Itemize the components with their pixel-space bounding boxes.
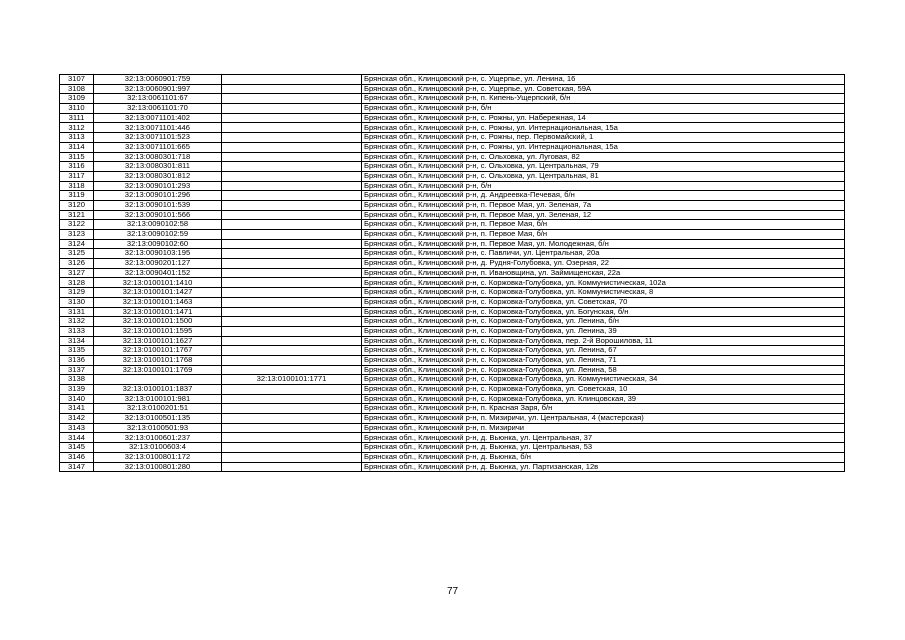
cadastral-number-cell: 32:13:0090101:293 bbox=[94, 181, 222, 191]
table-row bbox=[60, 94, 845, 104]
row-number-cell: 3107 bbox=[60, 75, 94, 85]
row-number-cell: 3131 bbox=[60, 307, 94, 317]
cadastral-number-cell: 32:13:0100801:280 bbox=[94, 462, 222, 472]
cadastral-number-cell: 32:13:0090101:539 bbox=[94, 200, 222, 210]
cadastral-number-alt-cell bbox=[222, 394, 362, 404]
table-row bbox=[60, 162, 845, 172]
cadastral-number-alt-cell bbox=[222, 75, 362, 85]
address-cell: Брянская обл., Клинцовский р-н, д. Рудня-Голубовка, ул. Озерная, 22 bbox=[362, 259, 845, 269]
address-cell: Брянская обл., Клинцовский р-н, с. Коржовка-Голубовка, ул. Коммунистическая, 8 bbox=[362, 288, 845, 298]
address-cell: Брянская обл., Клинцовский р-н, п. Мизиричи, ул. Центральная, 4 (мастерская) bbox=[362, 414, 845, 424]
table-row bbox=[60, 142, 845, 152]
address-cell: Брянская обл., Клинцовский р-н, д. Вьюнка, ул. Партизанская, 12в bbox=[362, 462, 845, 472]
cadastral-number-alt-cell bbox=[222, 297, 362, 307]
address-cell: Брянская обл., Клинцовский р-н, п. Первое Мая, ул. Зеленая, 7а bbox=[362, 200, 845, 210]
table-row bbox=[60, 404, 845, 414]
cadastral-number-cell: 32:13:0100101:1500 bbox=[94, 317, 222, 327]
cadastral-number-alt-cell bbox=[222, 355, 362, 365]
table-row bbox=[60, 452, 845, 462]
row-number-cell: 3109 bbox=[60, 94, 94, 104]
table-row bbox=[60, 191, 845, 201]
cadastral-number-alt-cell bbox=[222, 433, 362, 443]
row-number-cell: 3117 bbox=[60, 171, 94, 181]
cadastral-number-cell: 32:13:0100603:4 bbox=[94, 443, 222, 453]
page-number: 77 bbox=[446, 586, 459, 597]
cadastral-number-cell: 32:13:0100101:1427 bbox=[94, 288, 222, 298]
cadastral-number-cell: 32:13:0080301:811 bbox=[94, 162, 222, 172]
table-row bbox=[60, 375, 845, 385]
cadastral-number-cell: 32:13:0090102:60 bbox=[94, 239, 222, 249]
row-number-cell: 3142 bbox=[60, 414, 94, 424]
row-number-cell: 3127 bbox=[60, 268, 94, 278]
address-cell: Брянская обл., Клинцовский р-н, с. Коржовка-Голубовка, ул. Ленина, 67 bbox=[362, 346, 845, 356]
address-cell: Брянская обл., Клинцовский р-н, с. Коржовка-Голубовка, ул. Ленина, 58 bbox=[362, 365, 845, 375]
row-number-cell: 3129 bbox=[60, 288, 94, 298]
address-cell: Брянская обл., Клинцовский р-н, п. Первое Мая, ул. Зеленая, 12 bbox=[362, 210, 845, 220]
table-row bbox=[60, 336, 845, 346]
cadastral-number-cell: 32:13:0100101:1769 bbox=[94, 365, 222, 375]
cadastral-number-alt-cell bbox=[222, 191, 362, 201]
table-row bbox=[60, 414, 845, 424]
cadastral-number-alt-cell bbox=[222, 200, 362, 210]
table-row bbox=[60, 326, 845, 336]
table-row bbox=[60, 104, 845, 114]
table-row bbox=[60, 385, 845, 395]
row-number-cell: 3120 bbox=[60, 200, 94, 210]
row-number-cell: 3136 bbox=[60, 355, 94, 365]
cadastral-number-alt-cell bbox=[222, 171, 362, 181]
table-row bbox=[60, 317, 845, 327]
table-row bbox=[60, 113, 845, 123]
row-number-cell: 3115 bbox=[60, 152, 94, 162]
cadastral-number-alt-cell bbox=[222, 133, 362, 143]
cadastral-number-cell: 32:13:0090102:58 bbox=[94, 220, 222, 230]
row-number-cell: 3147 bbox=[60, 462, 94, 472]
table-row bbox=[60, 259, 845, 269]
address-cell: Брянская обл., Клинцовский р-н, с. Коржовка-Голубовка, ул. Ленина, 39 bbox=[362, 326, 845, 336]
row-number-cell: 3116 bbox=[60, 162, 94, 172]
cadastral-number-alt-cell bbox=[222, 365, 362, 375]
cadastral-number-cell: 32:13:0100101:981 bbox=[94, 394, 222, 404]
row-number-cell: 3144 bbox=[60, 433, 94, 443]
address-cell: Брянская обл., Клинцовский р-н, с. Ольховка, ул. Центральная, 81 bbox=[362, 171, 845, 181]
row-number-cell: 3126 bbox=[60, 259, 94, 269]
row-number-cell: 3108 bbox=[60, 84, 94, 94]
cadastral-number-cell: 32:13:0100101:1595 bbox=[94, 326, 222, 336]
row-number-cell: 3113 bbox=[60, 133, 94, 143]
address-cell: Брянская обл., Клинцовский р-н, п. Мизиричи bbox=[362, 423, 845, 433]
address-cell: Брянская обл., Клинцовский р-н, с. Коржовка-Голубовка, ул. Коммунистическая, 34 bbox=[362, 375, 845, 385]
table-row bbox=[60, 133, 845, 143]
row-number-cell: 3132 bbox=[60, 317, 94, 327]
table-row bbox=[60, 210, 845, 220]
cadastral-number-alt-cell bbox=[222, 104, 362, 114]
cadastral-number-alt-cell bbox=[222, 84, 362, 94]
cadastral-number-cell: 32:13:0100101:1471 bbox=[94, 307, 222, 317]
cadastral-number-cell: 32:13:0100101:1410 bbox=[94, 278, 222, 288]
cadastral-number-alt-cell bbox=[222, 259, 362, 269]
cadastral-number-cell bbox=[94, 375, 222, 385]
cadastral-number-cell: 32:13:0071101:446 bbox=[94, 123, 222, 133]
cadastral-number-cell: 32:13:0100201:51 bbox=[94, 404, 222, 414]
cadastral-number-alt-cell bbox=[222, 230, 362, 240]
cadastral-number-cell: 32:13:0080301:718 bbox=[94, 152, 222, 162]
cadastral-number-alt-cell bbox=[222, 452, 362, 462]
address-cell: Брянская обл., Клинцовский р-н, б/н bbox=[362, 104, 845, 114]
cadastral-number-cell: 32:13:0090101:566 bbox=[94, 210, 222, 220]
address-cell: Брянская обл., Клинцовский р-н, п. Ивановщина, ул. Займищенская, 22а bbox=[362, 268, 845, 278]
table-row bbox=[60, 433, 845, 443]
address-cell: Брянская обл., Клинцовский р-н, д. Вьюнка, б/н bbox=[362, 452, 845, 462]
table-row bbox=[60, 346, 845, 356]
table-row bbox=[60, 365, 845, 375]
address-cell: Брянская обл., Клинцовский р-н, п. Первое Мая, б/н bbox=[362, 230, 845, 240]
address-cell: Брянская обл., Клинцовский р-н, с. Павличи, ул. Центральная, 20а bbox=[362, 249, 845, 259]
cadastral-number-cell: 32:13:0100501:93 bbox=[94, 423, 222, 433]
row-number-cell: 3124 bbox=[60, 239, 94, 249]
cadastral-number-cell: 32:13:0060901:997 bbox=[94, 84, 222, 94]
cadastral-number-cell: 32:13:0071101:402 bbox=[94, 113, 222, 123]
row-number-cell: 3133 bbox=[60, 326, 94, 336]
table-row bbox=[60, 355, 845, 365]
row-number-cell: 3146 bbox=[60, 452, 94, 462]
cadastral-number-alt-cell bbox=[222, 326, 362, 336]
address-cell: Брянская обл., Клинцовский р-н, с. Коржовка-Голубовка, ул. Советская, 10 bbox=[362, 385, 845, 395]
address-cell: Брянская обл., Клинцовский р-н, п. Кипень-Ущерпский, б/н bbox=[362, 94, 845, 104]
row-number-cell: 3130 bbox=[60, 297, 94, 307]
cadastral-number-alt-cell bbox=[222, 443, 362, 453]
cadastral-number-cell: 32:13:0100101:1768 bbox=[94, 355, 222, 365]
table-row bbox=[60, 220, 845, 230]
table-row bbox=[60, 307, 845, 317]
table-row bbox=[60, 288, 845, 298]
table-row bbox=[60, 278, 845, 288]
cadastral-number-alt-cell bbox=[222, 288, 362, 298]
registry-table bbox=[59, 74, 845, 472]
address-cell: Брянская обл., Клинцовский р-н, с. Рожны, ул. Интернациональная, 15а bbox=[362, 142, 845, 152]
cadastral-number-alt-cell bbox=[222, 346, 362, 356]
table-row bbox=[60, 181, 845, 191]
cadastral-number-alt-cell bbox=[222, 385, 362, 395]
table-row bbox=[60, 239, 845, 249]
cadastral-number-cell: 32:13:0100101:1463 bbox=[94, 297, 222, 307]
address-cell: Брянская обл., Клинцовский р-н, д. Вьюнка, ул. Центральная, 53 bbox=[362, 443, 845, 453]
cadastral-number-cell: 32:13:0061101:70 bbox=[94, 104, 222, 114]
table-row bbox=[60, 171, 845, 181]
row-number-cell: 3114 bbox=[60, 142, 94, 152]
address-cell: Брянская обл., Клинцовский р-н, с. Коржовка-Голубовка, ул. Ленина, 71 bbox=[362, 355, 845, 365]
table-row bbox=[60, 394, 845, 404]
cadastral-number-cell: 32:13:0090102:59 bbox=[94, 230, 222, 240]
row-number-cell: 3125 bbox=[60, 249, 94, 259]
cadastral-number-cell: 32:13:0071101:665 bbox=[94, 142, 222, 152]
table-row bbox=[60, 75, 845, 85]
table-row bbox=[60, 123, 845, 133]
cadastral-number-cell: 32:13:0100501:135 bbox=[94, 414, 222, 424]
cadastral-number-cell: 32:13:0090103:195 bbox=[94, 249, 222, 259]
address-cell: Брянская обл., Клинцовский р-н, с. Рожны, ул. Набережная, 14 bbox=[362, 113, 845, 123]
cadastral-number-cell: 32:13:0100801:172 bbox=[94, 452, 222, 462]
cadastral-number-alt-cell bbox=[222, 239, 362, 249]
address-cell: Брянская обл., Клинцовский р-н, п. Первое Мая, ул. Молодежная, б/н bbox=[362, 239, 845, 249]
address-cell: Брянская обл., Клинцовский р-н, с. Коржовка-Голубовка, ул. Клинцовская, 39 bbox=[362, 394, 845, 404]
cadastral-number-cell: 32:13:0060901:759 bbox=[94, 75, 222, 85]
cadastral-number-cell: 32:13:0090201:127 bbox=[94, 259, 222, 269]
cadastral-number-alt-cell bbox=[222, 142, 362, 152]
table-row bbox=[60, 249, 845, 259]
cadastral-number-alt-cell bbox=[222, 113, 362, 123]
cadastral-number-alt-cell bbox=[222, 317, 362, 327]
address-cell: Брянская обл., Клинцовский р-н, с. Коржовка-Голубовка, ул. Коммунистическая, 102а bbox=[362, 278, 845, 288]
table-row bbox=[60, 84, 845, 94]
row-number-cell: 3128 bbox=[60, 278, 94, 288]
cadastral-number-cell: 32:13:0100601:237 bbox=[94, 433, 222, 443]
row-number-cell: 3141 bbox=[60, 404, 94, 414]
row-number-cell: 3118 bbox=[60, 181, 94, 191]
row-number-cell: 3134 bbox=[60, 336, 94, 346]
address-cell: Брянская обл., Клинцовский р-н, с. Коржовка-Голубовка, ул. Советская, 70 bbox=[362, 297, 845, 307]
cadastral-number-alt-cell bbox=[222, 414, 362, 424]
row-number-cell: 3111 bbox=[60, 113, 94, 123]
cadastral-number-cell: 32:13:0080301:812 bbox=[94, 171, 222, 181]
row-number-cell: 3138 bbox=[60, 375, 94, 385]
cadastral-number-alt-cell bbox=[222, 210, 362, 220]
cadastral-number-alt-cell bbox=[222, 94, 362, 104]
row-number-cell: 3121 bbox=[60, 210, 94, 220]
cadastral-number-alt-cell: 32:13:0100101:1771 bbox=[222, 375, 362, 385]
address-cell: Брянская обл., Клинцовский р-н, с. Ущерпье, ул. Советская, 59А bbox=[362, 84, 845, 94]
address-cell: Брянская обл., Клинцовский р-н, д. Андреевка-Печевая, б/н bbox=[362, 191, 845, 201]
cadastral-number-alt-cell bbox=[222, 423, 362, 433]
address-cell: Брянская обл., Клинцовский р-н, с. Коржовка-Голубовка, ул. Богунская, б/н bbox=[362, 307, 845, 317]
address-cell: Брянская обл., Клинцовский р-н, б/н bbox=[362, 181, 845, 191]
row-number-cell: 3119 bbox=[60, 191, 94, 201]
address-cell: Брянская обл., Клинцовский р-н, с. Рожны, пер. Первомайский, 1 bbox=[362, 133, 845, 143]
cadastral-number-alt-cell bbox=[222, 307, 362, 317]
cadastral-number-alt-cell bbox=[222, 336, 362, 346]
cadastral-number-cell: 32:13:0100101:1767 bbox=[94, 346, 222, 356]
cadastral-number-alt-cell bbox=[222, 462, 362, 472]
address-cell: Брянская обл., Клинцовский р-н, с. Ольховка, ул. Центральная, 79 bbox=[362, 162, 845, 172]
row-number-cell: 3137 bbox=[60, 365, 94, 375]
table-row bbox=[60, 443, 845, 453]
row-number-cell: 3122 bbox=[60, 220, 94, 230]
row-number-cell: 3140 bbox=[60, 394, 94, 404]
cadastral-number-cell: 32:13:0090101:296 bbox=[94, 191, 222, 201]
table-row bbox=[60, 230, 845, 240]
cadastral-number-cell: 32:13:0061101:67 bbox=[94, 94, 222, 104]
cadastral-number-alt-cell bbox=[222, 181, 362, 191]
table-row bbox=[60, 268, 845, 278]
cadastral-number-alt-cell bbox=[222, 249, 362, 259]
address-cell: Брянская обл., Клинцовский р-н, с. Коржовка-Голубовка, ул. Ленина, б/н bbox=[362, 317, 845, 327]
address-cell: Брянская обл., Клинцовский р-н, п. Первое Мая, б/н bbox=[362, 220, 845, 230]
registry-table-body bbox=[60, 75, 845, 472]
row-number-cell: 3123 bbox=[60, 230, 94, 240]
table-row bbox=[60, 152, 845, 162]
address-cell: Брянская обл., Клинцовский р-н, д. Вьюнка, ул. Центральная, 37 bbox=[362, 433, 845, 443]
cadastral-number-alt-cell bbox=[222, 278, 362, 288]
table-row bbox=[60, 297, 845, 307]
table-row bbox=[60, 423, 845, 433]
address-cell: Брянская обл., Клинцовский р-н, с. Коржовка-Голубовка, пер. 2-й Ворошилова, 11 bbox=[362, 336, 845, 346]
row-number-cell: 3143 bbox=[60, 423, 94, 433]
row-number-cell: 3110 bbox=[60, 104, 94, 114]
cadastral-number-alt-cell bbox=[222, 123, 362, 133]
cadastral-number-cell: 32:13:0090401:152 bbox=[94, 268, 222, 278]
cadastral-number-alt-cell bbox=[222, 404, 362, 414]
row-number-cell: 3139 bbox=[60, 385, 94, 395]
table-row bbox=[60, 462, 845, 472]
address-cell: Брянская обл., Клинцовский р-н, с. Ольховка, ул. Луговая, 82 bbox=[362, 152, 845, 162]
cadastral-number-cell: 32:13:0100101:1627 bbox=[94, 336, 222, 346]
cadastral-number-alt-cell bbox=[222, 220, 362, 230]
address-cell: Брянская обл., Клинцовский р-н, с. Ущерпье, ул. Ленина, 16 bbox=[362, 75, 845, 85]
cadastral-number-cell: 32:13:0100101:1837 bbox=[94, 385, 222, 395]
address-cell: Брянская обл., Клинцовский р-н, п. Красная Заря, б/н bbox=[362, 404, 845, 414]
address-cell: Брянская обл., Клинцовский р-н, с. Рожны, ул. Интернациональная, 15а bbox=[362, 123, 845, 133]
table-row bbox=[60, 200, 845, 210]
row-number-cell: 3135 bbox=[60, 346, 94, 356]
row-number-cell: 3112 bbox=[60, 123, 94, 133]
cadastral-number-cell: 32:13:0071101:523 bbox=[94, 133, 222, 143]
row-number-cell: 3145 bbox=[60, 443, 94, 453]
cadastral-number-alt-cell bbox=[222, 268, 362, 278]
cadastral-number-alt-cell bbox=[222, 162, 362, 172]
cadastral-number-alt-cell bbox=[222, 152, 362, 162]
